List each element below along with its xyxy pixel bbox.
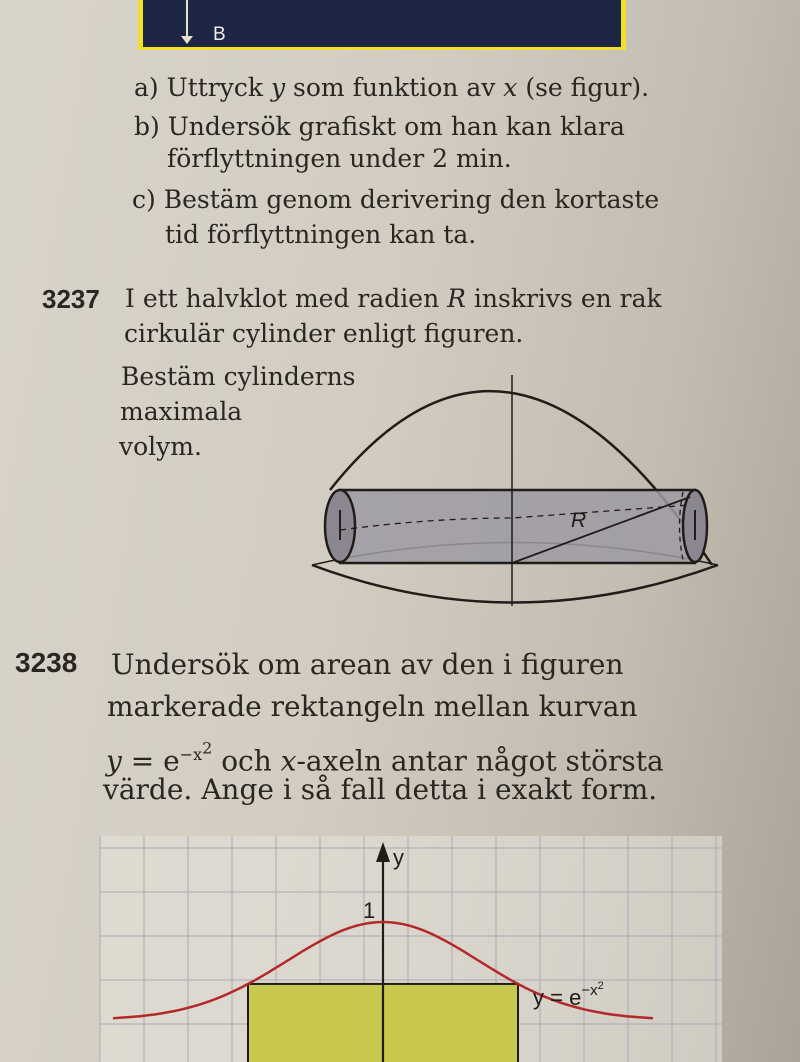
radius-label: R bbox=[571, 509, 587, 532]
exercise-3237-line-2: cirkulär cylinder enligt figuren. bbox=[124, 319, 524, 348]
y-tick-label-1: 1 bbox=[363, 898, 376, 923]
exercise-3238-line-3: $y = e^{-x^2}$ och x-axeln antar något största bbox=[106, 739, 664, 778]
part-c-line-1: c) Bestäm genom derivering den kortaste bbox=[132, 185, 660, 214]
curve-label: $y = e^{-x2}$ bbox=[533, 980, 604, 1010]
exercise-3238-line-4: värde. Ange i så fall detta i exakt form. bbox=[103, 773, 658, 806]
part-b-line-2: förflyttningen under 2 min. bbox=[167, 144, 512, 173]
exercise-3237-line-3: Bestäm cylinderns bbox=[121, 362, 356, 391]
part-b-line-1: b) Undersök grafiskt om han kan klara bbox=[134, 112, 625, 141]
y-axis-label: y bbox=[393, 845, 404, 870]
header-letter: B bbox=[213, 24, 226, 45]
exercise-3237-line-1: I ett halvklot med radien R inskrivs en rak bbox=[125, 284, 662, 313]
exercise-3237-line-4: maximala bbox=[120, 397, 243, 426]
part-c-line-2: tid förflyttningen kan ta. bbox=[165, 220, 477, 249]
exercise-3238-line-1: Undersök om arean av den i figuren bbox=[111, 648, 624, 681]
exercise-3237-line-5: volym. bbox=[119, 432, 202, 461]
part-a: a) Uttryck y som funktion av x (se figur). bbox=[134, 73, 650, 102]
exercise-number-3238: 3238 bbox=[15, 647, 78, 678]
exercise-number-3237: 3237 bbox=[42, 284, 100, 314]
exercise-3238-line-2: markerade rektangeln mellan kurvan bbox=[107, 690, 638, 723]
